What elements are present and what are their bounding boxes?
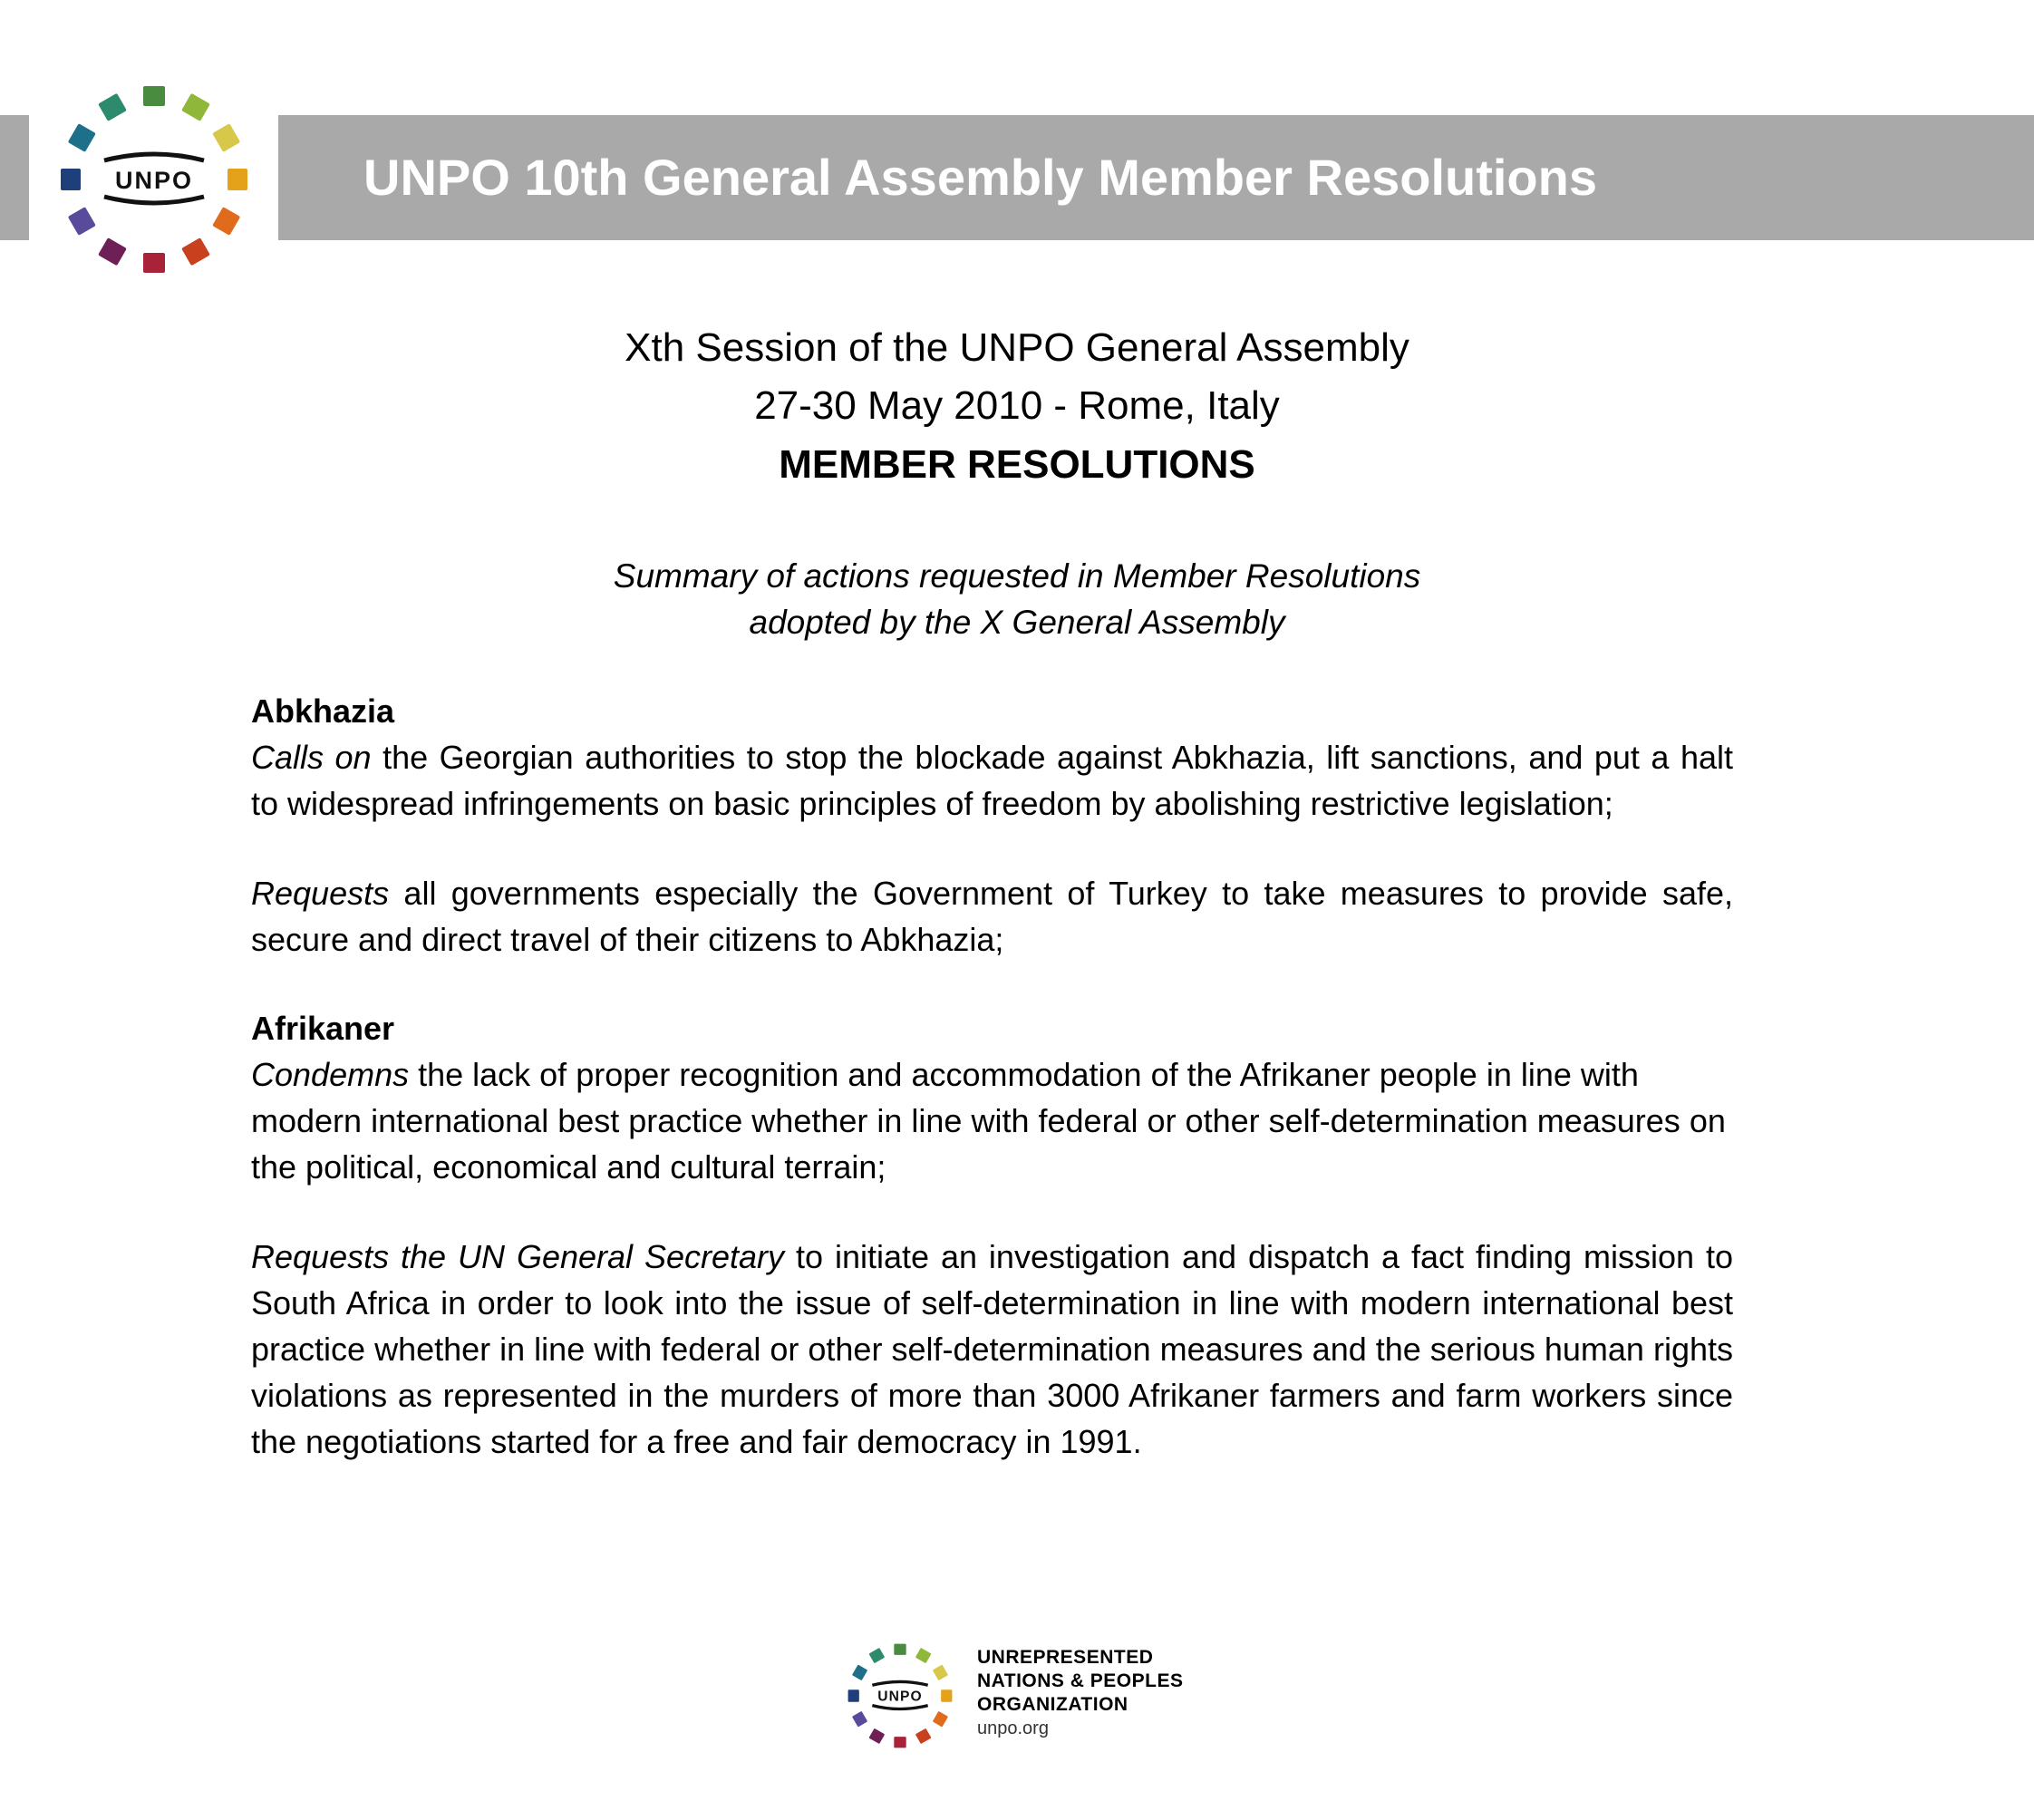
header-banner — [278, 115, 2034, 240]
logo-ring-segment — [915, 1728, 932, 1744]
session-title: Xth Session of the UNPO General Assembly — [625, 325, 1409, 370]
logo-ring-segment — [143, 86, 165, 106]
logo-ring-segment — [98, 237, 127, 266]
logo-ring-segment — [894, 1644, 906, 1655]
unpo-footer-logo-icon — [843, 1639, 957, 1753]
summary-subtitle — [0, 553, 2034, 645]
summary-line-2: adopted by the X General Assembly — [749, 604, 1285, 641]
resolution-text: to initiate an investigation and dispatch a fact finding mission to South Africa in order to look into the issue of self-determination in line with modern international best practice whether in line with federal or other self-determination measures and the serious human rights violations as represented in the murders of more than 3000 Afrikaner farmers and farm workers since the negotiations started for a free and fair democracy in 1991. — [251, 1238, 1733, 1460]
resolution-text: the Georgian authorities to stop the blockade against Abkhazia, lift sanctions, and put a halt to widespread infringements on basic principles of freedom by abolishing restrictive legislation; — [251, 739, 1733, 822]
footer-url: unpo.org — [977, 1718, 1049, 1738]
section-heading: Abkhazia — [251, 692, 395, 730]
logo-ring-segment — [68, 207, 96, 236]
summary-line-1: Summary of actions requested in Member Resolutions — [613, 557, 1421, 595]
logo-ring-segment — [228, 169, 247, 190]
resolution-paragraph — [251, 870, 1733, 963]
footer-org-line-2: NATIONS & PEOPLES — [977, 1670, 1184, 1691]
logo-ring-segment — [212, 207, 240, 236]
header-title: UNPO 10th General Assembly Member Resolutions — [363, 149, 1597, 206]
unpo-logo — [52, 77, 257, 282]
section-afrikaner — [251, 1006, 1733, 1465]
unpo-logo-text: UNPO — [114, 167, 194, 194]
footer-org-line-3: ORGANIZATION — [977, 1694, 1128, 1715]
resolution-lead: Calls on — [251, 739, 372, 776]
resolution-lead: Requests the UN General Secretary — [251, 1238, 785, 1275]
resolution-paragraph — [251, 1051, 1733, 1190]
logo-ring-segment — [143, 253, 165, 273]
session-title-block — [0, 319, 2034, 495]
resolution-paragraph — [251, 1234, 1733, 1465]
logo-ring-segment — [852, 1711, 867, 1728]
logo-ring-segment — [68, 123, 96, 152]
logo-ring-segment — [852, 1664, 867, 1680]
logo-ring-segment — [941, 1689, 952, 1701]
section-abkhazia — [251, 689, 1733, 963]
resolution-lead: Requests — [251, 875, 390, 912]
logo-ring-segment — [181, 93, 210, 121]
logo-ring-segment — [212, 123, 240, 152]
section-heading: Afrikaner — [251, 1010, 395, 1047]
footer-branding — [843, 1633, 1224, 1760]
logo-ring-segment — [181, 237, 210, 266]
footer-logo — [843, 1639, 957, 1753]
resolution-paragraph — [251, 734, 1733, 827]
logo-ring-segment — [868, 1648, 885, 1663]
logo-ring-segment — [98, 93, 127, 121]
logo-ring-segment — [848, 1689, 859, 1701]
session-date-location: 27-30 May 2010 - Rome, Italy — [754, 383, 1280, 428]
logo-ring-segment — [915, 1648, 932, 1663]
resolution-lead: Condemns — [251, 1056, 410, 1093]
resolution-text: all governments especially the Government of Turkey to take measures to provide safe, secure and direct travel of their citizens to Abkhazia; — [251, 875, 1733, 958]
resolution-text: the lack of proper recognition and accommodation of the Afrikaner people in line with modern international best practice whether in line with federal or other self-determination measures on the political, economical and cultural terrain; — [251, 1056, 1726, 1186]
unpo-footer-logo-text: UNPO — [877, 1689, 923, 1705]
footer-org-line-1: UNREPRESENTED — [977, 1647, 1154, 1668]
logo-ring-segment — [933, 1711, 948, 1728]
unpo-logo-icon — [52, 77, 257, 282]
footer-org-text — [977, 1646, 1183, 1740]
member-resolutions-heading: MEMBER RESOLUTIONS — [779, 442, 1255, 487]
logo-ring-segment — [61, 169, 81, 190]
logo-ring-segment — [894, 1737, 906, 1747]
logo-ring-segment — [868, 1728, 885, 1744]
resolutions-content — [251, 689, 1733, 1508]
header-bar-left-stub — [0, 115, 29, 240]
logo-ring-segment — [933, 1664, 948, 1680]
